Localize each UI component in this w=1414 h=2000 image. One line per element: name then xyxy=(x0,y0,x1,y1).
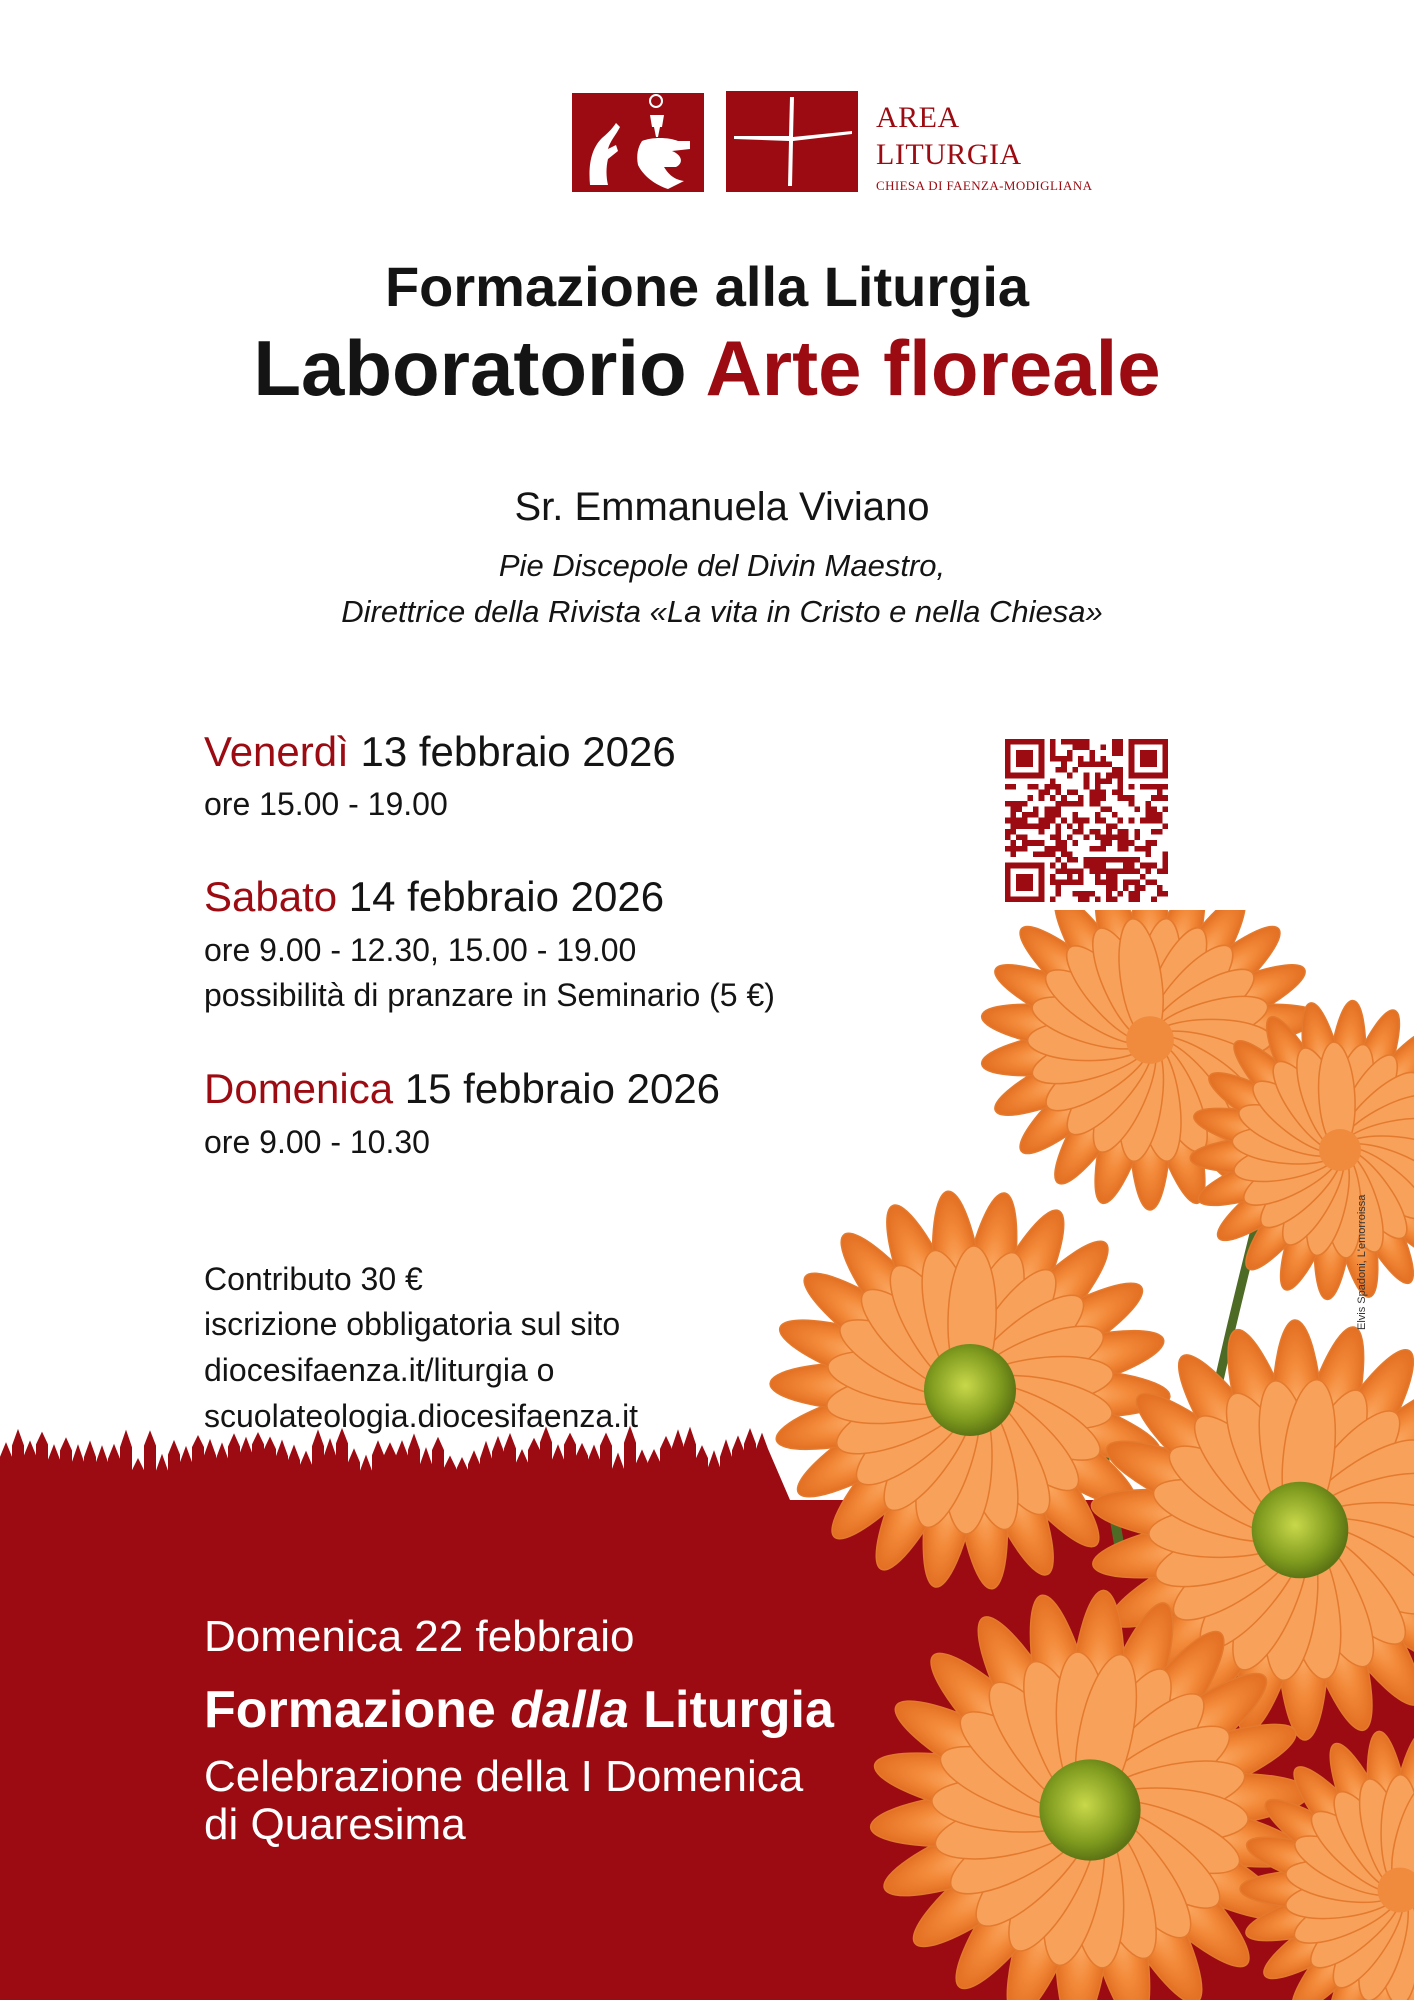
schedule-day-2 xyxy=(204,873,664,921)
schedule-time-2: ore 9.00 - 12.30, 15.00 - 19.00 xyxy=(204,932,637,968)
schedule-note-2: possibilità di pranzare in Seminario (5 €) xyxy=(204,977,775,1013)
event-date: Domenica 22 febbraio xyxy=(204,1612,635,1661)
org-name-line2: LITURGIA xyxy=(876,138,1022,171)
qr-code-icon[interactable] xyxy=(1005,739,1168,902)
registration-link-scuolateologia[interactable]: scuolateologia.diocesifaenza.it xyxy=(204,1398,639,1434)
page-supertitle: Formazione alla Liturgia xyxy=(384,255,1030,318)
speaker-role-line2: Direttrice della Rivista «La vita in Cristo e nella Chiesa» xyxy=(341,594,1103,629)
schedule-time-3: ore 9.00 - 10.30 xyxy=(204,1124,430,1160)
weekday-label: Domenica xyxy=(204,1065,394,1112)
weekday-label: Sabato xyxy=(204,873,338,920)
event-title xyxy=(204,1680,834,1740)
cross-logo-icon xyxy=(726,91,858,192)
page-title xyxy=(0,323,1414,414)
photo-credit: Elvis Spadoni, L'emorroissa xyxy=(1356,1194,1368,1330)
registration-link-liturgia[interactable]: diocesifaenza.it/liturgia o xyxy=(204,1352,555,1388)
title-part-arte-floreale: Arte floreale xyxy=(705,324,1161,412)
event-title-part1: Formazione xyxy=(204,1681,496,1739)
orange-daisy-flowers-photo xyxy=(740,910,1414,2000)
hands-chalice-logo-icon xyxy=(572,93,704,192)
speaker-name: Sr. Emmanuela Viviano xyxy=(514,485,930,529)
event-description-line2: di Quaresima xyxy=(204,1800,466,1849)
org-subtitle: CHIESA DI FAENZA-MODIGLIANA xyxy=(876,178,1093,193)
contribution-fee: Contributo 30 € xyxy=(204,1261,423,1297)
speaker-role-line1: Pie Discepole del Divin Maestro, xyxy=(498,548,946,583)
date-label: 15 febbraio 2026 xyxy=(404,1065,721,1112)
date-label: 13 febbraio 2026 xyxy=(360,728,676,775)
event-description-line1: Celebrazione della I Domenica xyxy=(204,1752,804,1801)
org-name-line1: AREA xyxy=(876,101,960,134)
event-title-part2: dalla xyxy=(510,1681,629,1739)
registration-note: iscrizione obbligatoria sul sito xyxy=(204,1306,621,1342)
weekday-label: Venerdì xyxy=(204,728,349,775)
schedule-day-3 xyxy=(204,1065,720,1113)
title-part-laboratorio: Laboratorio xyxy=(253,324,687,412)
event-title-part3: Liturgia xyxy=(643,1681,834,1739)
schedule-time-1: ore 15.00 - 19.00 xyxy=(204,786,448,822)
schedule-day-1 xyxy=(204,728,676,776)
date-label: 14 febbraio 2026 xyxy=(348,873,665,920)
